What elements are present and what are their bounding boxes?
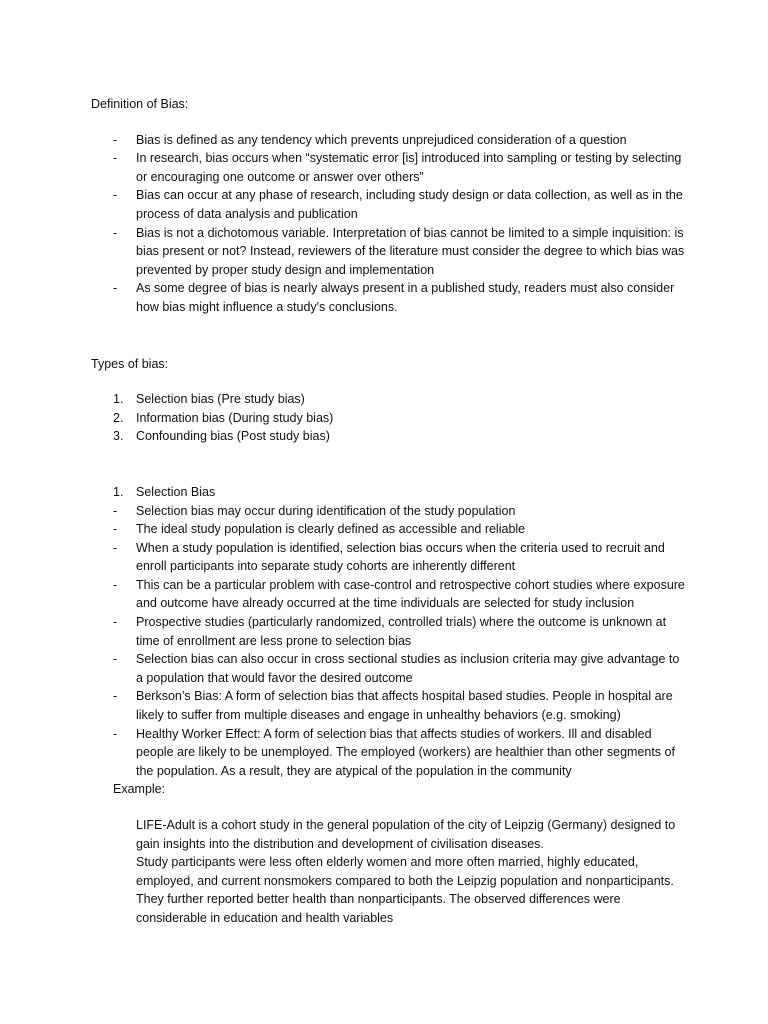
list-item (91, 390, 688, 409)
list-item: - As some degree of bias is nearly always present in a published study, readers must also consider how bias might influence a study's conclusions. (91, 279, 688, 316)
list-item: - In research, bias occurs when “systematic error [is] introduced into sampling or testing by selecting or encouraging one outcome or answer over others” (91, 149, 688, 186)
list-text: Selection bias (Pre study bias) (136, 392, 305, 407)
list-number: 1. (113, 484, 124, 499)
types-list (91, 390, 688, 446)
types-heading: Types of bias: (91, 356, 169, 371)
example-label: Example: (113, 782, 166, 797)
list-number: 2. (113, 410, 124, 425)
example-body (136, 816, 688, 928)
list-item: - Bias is defined as any tendency which prevents unprejudiced consideration of a question (91, 131, 688, 150)
definition-list (91, 131, 688, 317)
example-paragraph: Study participants were less often elderly women and more often married, highly educated, employed, and current nonsmokers compared to both the Leipzig population and nonparticipants. They further reported better health than nonparticipants. The observed differences were considerable in education and health variables (136, 855, 674, 925)
section-title (91, 483, 688, 502)
selection-list (91, 502, 688, 781)
list-item: - Bias can occur at any phase of research, including study design or data collection, as well as in the process of data analysis and publication (91, 186, 688, 223)
selection-title: Selection Bias (136, 484, 216, 499)
list-item: - The ideal study population is clearly defined as accessible and reliable (91, 520, 688, 539)
list-text: Confounding bias (Post study bias) (136, 429, 330, 444)
list-item: - Bias is not a dichotomous variable. Interpretation of bias cannot be limited to a simple inquisition: is bias present or not? Instead, reviewers of the literature must consider the degree to which bias was prevented by proper study design and implementation (91, 224, 688, 280)
list-item: - Selection bias can also occur in cross sectional studies as inclusion criteria may give advantage to a population that would favor the desired outcome (91, 650, 688, 687)
example-paragraph: LIFE-Adult is a cohort study in the general population of the city of Leipzig (Germany) designed to gain insights into the distribution and development of civilisation diseases. (136, 818, 676, 851)
list-number: 1. (113, 392, 124, 407)
list-item: - When a study population is identified, selection bias occurs when the criteria used to recruit and enroll participants into separate study cohorts are inherently different (91, 539, 688, 576)
list-item: - Selection bias may occur during identification of the study population (91, 502, 688, 521)
list-item (91, 409, 688, 428)
list-item: - Prospective studies (particularly randomized, controlled trials) where the outcome is unknown at time of enrollment are less prone to selection bias (91, 613, 688, 650)
list-item: - Berkson’s Bias: A form of selection bias that affects hospital based studies. People in hospital are likely to suffer from multiple diseases and engage in unhealthy behaviors (e.g. smoking) (91, 687, 688, 724)
list-number: 3. (113, 429, 124, 444)
list-item: - Healthy Worker Effect: A form of selection bias that affects studies of workers. Ill and disabled people are likely to be unemployed. The employed (workers) are healthier than other segments of the population. As a result, they are atypical of the population in the community (91, 725, 688, 781)
definition-heading: Definition of Bias: (91, 97, 189, 111)
list-item: - This can be a particular problem with case-control and retrospective cohort studies where exposure and outcome have already occurred at the time individuals are selected for study inclusion (91, 576, 688, 613)
list-item (91, 427, 688, 446)
selection-section (91, 483, 688, 502)
list-text: Information bias (During study bias) (136, 410, 334, 425)
